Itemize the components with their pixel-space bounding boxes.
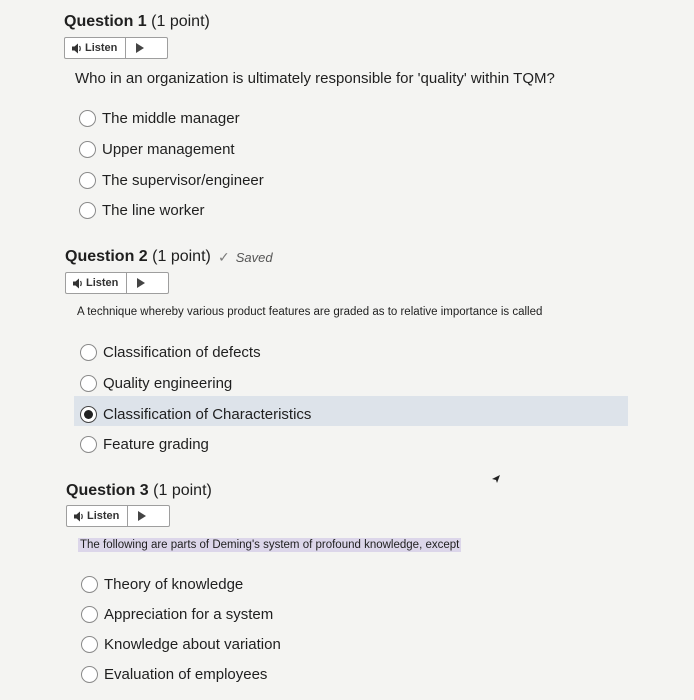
- speaker-icon: [73, 511, 85, 522]
- radio-button[interactable]: [81, 666, 98, 683]
- radio-button[interactable]: [80, 436, 97, 453]
- radio-button[interactable]: [81, 606, 98, 623]
- option-label: Knowledge about variation: [104, 635, 281, 653]
- question-prompt: [78, 539, 461, 551]
- checkmark-icon: ✓: [218, 249, 230, 265]
- question-points: (1 point): [151, 13, 210, 30]
- question-title: Question 3: [66, 482, 149, 499]
- answer-option[interactable]: [81, 570, 243, 598]
- listen-label: Listen: [85, 42, 118, 54]
- play-button[interactable]: [126, 38, 154, 58]
- radio-button[interactable]: [79, 110, 96, 127]
- play-icon: [138, 511, 146, 521]
- option-label: Appreciation for a system: [104, 605, 274, 623]
- option-label: The supervisor/engineer: [102, 171, 264, 189]
- question-title: Question 2: [65, 248, 148, 265]
- option-label: Theory of knowledge: [104, 575, 244, 593]
- radio-button[interactable]: [81, 636, 98, 653]
- question-title: Question 1: [64, 13, 147, 30]
- answer-option[interactable]: [80, 430, 209, 458]
- question-prompt: Who in an organization is ultimately responsible for 'quality' within TQM?: [75, 70, 555, 87]
- option-label: Classification of defects: [103, 343, 261, 361]
- speaker-icon: [72, 278, 84, 289]
- answer-option[interactable]: [79, 104, 240, 132]
- play-button[interactable]: [127, 273, 155, 293]
- answer-option[interactable]: [81, 630, 281, 658]
- answer-option[interactable]: [79, 166, 264, 194]
- question-points: (1 point): [153, 482, 212, 499]
- option-label: Quality engineering: [103, 374, 233, 392]
- highlighted-prompt-text: The following are parts of Deming's system of profound knowledge, except: [80, 539, 460, 551]
- answer-option[interactable]: [79, 196, 205, 224]
- radio-button[interactable]: [81, 576, 98, 593]
- question-1-title: [64, 13, 210, 31]
- radio-button[interactable]: [80, 375, 97, 392]
- listen-button[interactable]: [64, 37, 168, 59]
- answer-option[interactable]: [79, 135, 235, 163]
- listen-label: Listen: [87, 510, 120, 522]
- listen-play-area[interactable]: [65, 38, 126, 58]
- radio-button[interactable]: [79, 141, 96, 158]
- saved-label: Saved: [235, 250, 273, 265]
- radio-button[interactable]: [79, 172, 96, 189]
- option-label: The middle manager: [102, 109, 240, 127]
- radio-dot: [84, 410, 93, 419]
- radio-button[interactable]: [79, 202, 96, 219]
- answer-option[interactable]: [80, 369, 232, 397]
- listen-button[interactable]: [65, 272, 169, 294]
- option-label: Classification of Characteristics: [103, 405, 312, 423]
- radio-button-checked[interactable]: [80, 406, 97, 423]
- mouse-cursor-icon: [490, 473, 504, 487]
- question-2-title: [65, 248, 211, 266]
- option-label: Feature grading: [103, 435, 209, 453]
- question-points: (1 point): [152, 248, 211, 265]
- answer-option[interactable]: [80, 338, 261, 366]
- speaker-icon: [71, 43, 83, 54]
- listen-play-area[interactable]: [66, 273, 127, 293]
- play-button[interactable]: [128, 506, 156, 526]
- listen-label: Listen: [86, 277, 119, 289]
- answer-option[interactable]: [81, 660, 267, 688]
- play-icon: [136, 43, 144, 53]
- play-icon: [137, 278, 145, 288]
- radio-button[interactable]: [80, 344, 97, 361]
- saved-status: [218, 249, 273, 266]
- question-3-title: [66, 482, 212, 500]
- answer-option[interactable]: [81, 600, 273, 628]
- option-label: Upper management: [102, 140, 235, 158]
- question-prompt: A technique whereby various product features are graded as to relative importance is called: [77, 306, 543, 318]
- answer-option-selected[interactable]: [80, 400, 311, 428]
- listen-play-area[interactable]: [67, 506, 128, 526]
- listen-button[interactable]: [66, 505, 170, 527]
- option-label: The line worker: [102, 201, 205, 219]
- option-label: Evaluation of employees: [104, 665, 268, 683]
